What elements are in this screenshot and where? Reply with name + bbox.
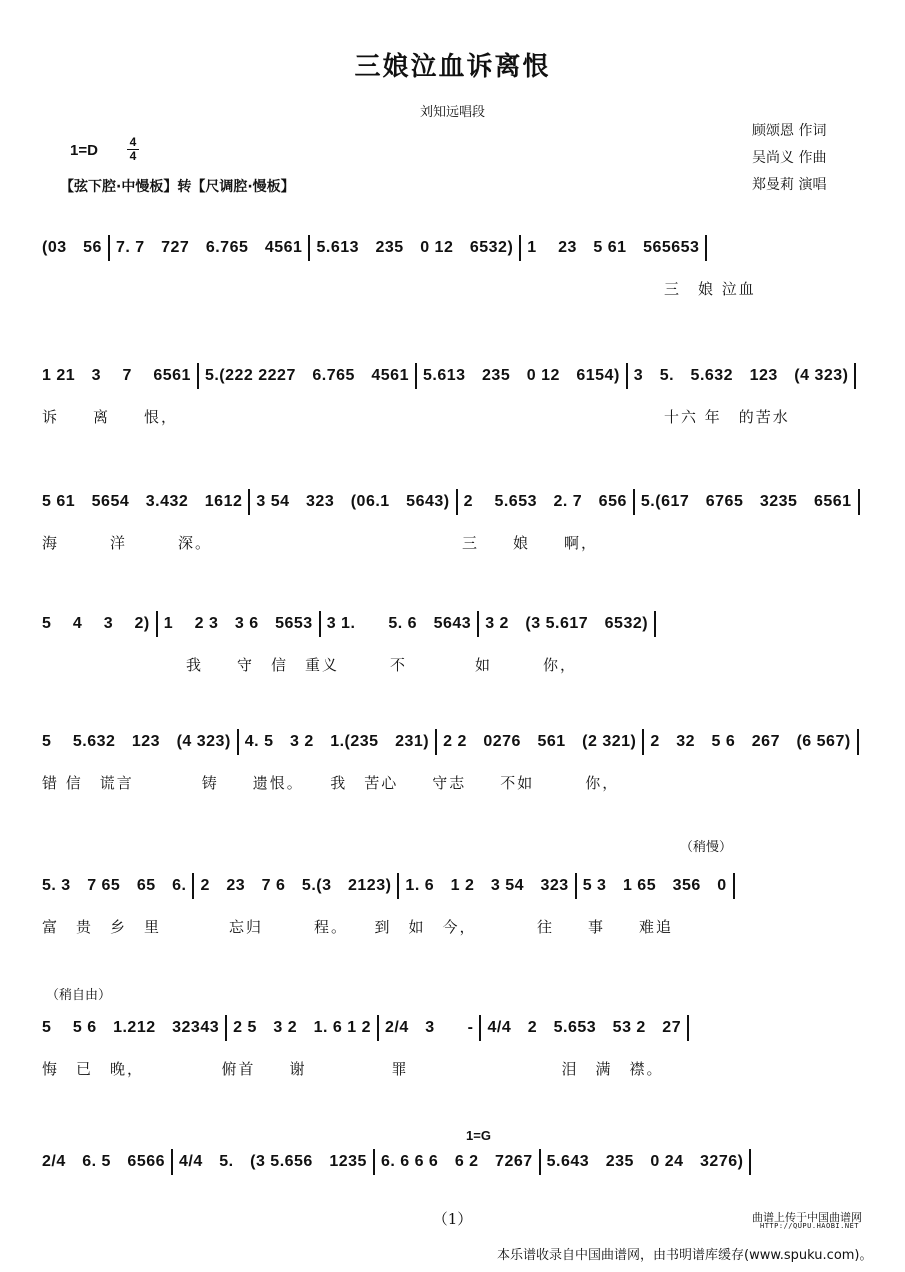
page-number: （1） [432, 1210, 473, 1228]
tempo-marking: 【弦下腔·中慢板】转【尺调腔·慢板】 [60, 179, 295, 195]
measure: 5 3 1 65 356 0 [582, 877, 727, 894]
barline [319, 611, 321, 637]
lyrics-line: 三 娘 泣血 [664, 280, 756, 298]
notation-line [42, 488, 872, 514]
measure: 5.643 235 0 24 3276) [546, 1153, 744, 1170]
watermark-text: 曲谱上传于中国曲谱网 [752, 1211, 862, 1224]
barline [857, 729, 859, 755]
barline [479, 1015, 481, 1041]
measure: 7. 7 727 6.765 4561 [115, 239, 303, 256]
measure: 5 4 3 2) [42, 615, 150, 632]
barline [733, 873, 735, 899]
measure: 3 5. 5.632 123 (4 323) [633, 367, 849, 384]
lyrics-line: 悔 已 晚， 俯首 谢 罪 泪 满 襟。 [42, 1060, 664, 1078]
measure: 3 1. 5. 6 5643 [326, 615, 472, 632]
lyrics-line: 十六 年 的苦水 [664, 408, 790, 426]
meter-top: 4 [129, 135, 137, 149]
measure: 5.613 235 0 12 6532) [316, 239, 514, 256]
barline [654, 611, 656, 637]
measure: 3 54 323 (06.1 5643) [256, 493, 450, 510]
barline [308, 235, 310, 261]
measure: 2 5.653 2. 7 656 [463, 493, 627, 510]
barline [626, 363, 628, 389]
lyrics-line: 富 贵 乡 里 忘归 程。 到 如 今， 往 事 难追 [42, 918, 674, 936]
measure: 1 23 5 61 565653 [527, 239, 700, 256]
notation-line [42, 1014, 872, 1040]
measure: 5.(617 6765 3235 6561 [640, 493, 852, 510]
barline [477, 611, 479, 637]
barline [539, 1149, 541, 1175]
measure: 1. 6 1 2 3 54 323 [405, 877, 569, 894]
lyrics-line: 海 洋 深。 [42, 534, 213, 552]
barline [377, 1015, 379, 1041]
composer-credit: 吴尚义 作曲 [752, 150, 827, 166]
lyrics-line: 诉 离 恨， [42, 408, 179, 426]
barline [197, 363, 199, 389]
meter-bottom: 4 [129, 149, 137, 163]
barline [575, 873, 577, 899]
measure: 2/4 6. 5 6566 [42, 1153, 166, 1170]
measure: 4/4 2 5.653 53 2 27 [487, 1019, 682, 1036]
measure: 5. 3 7 65 65 6. [42, 877, 187, 894]
measure: 5 61 5654 3.432 1612 [42, 493, 243, 510]
notation-line [42, 728, 872, 754]
barline [642, 729, 644, 755]
barline [456, 489, 458, 515]
measure: 4/4 5. (3 5.656 1235 [179, 1153, 367, 1170]
subtitle: 刘知远唱段 [419, 105, 485, 120]
watermark-url: HTTP://QUPU.HAOBI.NET [760, 1222, 860, 1230]
barline [156, 611, 158, 637]
barline [192, 873, 194, 899]
notation-line [42, 1148, 872, 1174]
barline [373, 1149, 375, 1175]
measure: 4. 5 3 2 1.(235 231) [244, 733, 430, 750]
key-change: 1=G [466, 1128, 491, 1143]
notation-line [42, 234, 872, 260]
barline [237, 729, 239, 755]
page-title: 三娘泣血诉离恨 [354, 52, 551, 82]
measure: 5.613 235 0 12 6154) [422, 367, 620, 384]
footer-note: 本乐谱收录自中国曲谱网，由书明谱库缓存(www.spuku.com)。 [497, 1248, 873, 1263]
singer-credit: 郑曼莉 演唱 [752, 177, 827, 193]
credits [752, 118, 826, 199]
barline [108, 235, 110, 261]
measure: 2 32 5 6 267 (6 567) [650, 733, 851, 750]
measure: 3 2 (3 5.617 6532) [485, 615, 649, 632]
time-signature [126, 136, 140, 163]
lyrics-line: 错 信 谎言 铸 遗恨。 我 苦心 守志 不如 你， [42, 774, 620, 792]
barline [749, 1149, 751, 1175]
measure: (03 56 [42, 239, 102, 256]
notation-line [42, 872, 872, 898]
lyrics-line: 三 娘 啊， [462, 534, 599, 552]
measure: 6. 6 6 6 6 2 7267 [380, 1153, 533, 1170]
barline [519, 235, 521, 261]
barline [435, 729, 437, 755]
barline [415, 363, 417, 389]
measure: 2 5 3 2 1. 6 1 2 [233, 1019, 371, 1036]
measure: 1 2 3 3 6 5653 [163, 615, 313, 632]
barline [171, 1149, 173, 1175]
tempo-annotation: （稍慢） [680, 840, 733, 855]
barline [705, 235, 707, 261]
lyricist-credit: 顾颂恩 作词 [752, 123, 827, 139]
barline [858, 489, 860, 515]
notation-line [42, 362, 872, 388]
measure: 2/4 3 - [385, 1019, 474, 1036]
barline [633, 489, 635, 515]
key-signature: 1=D [70, 142, 98, 159]
measure: 5 5.632 123 (4 323) [42, 733, 231, 750]
barline [397, 873, 399, 899]
barline [854, 363, 856, 389]
tempo-annotation: （稍自由） [46, 988, 112, 1003]
notation-line [42, 610, 872, 636]
measure: 5 5 6 1.212 32343 [42, 1019, 220, 1036]
barline [687, 1015, 689, 1041]
barline [225, 1015, 227, 1041]
barline [248, 489, 250, 515]
measure: 2 23 7 6 5.(3 2123) [200, 877, 392, 894]
measure: 2 2 0276 561 (2 321) [443, 733, 637, 750]
measure: 1 21 3 7 6561 [42, 367, 191, 384]
measure: 5.(222 2227 6.765 4561 [204, 367, 409, 384]
lyrics-line: 我 守 信 重义 不 如 你， [186, 656, 578, 674]
